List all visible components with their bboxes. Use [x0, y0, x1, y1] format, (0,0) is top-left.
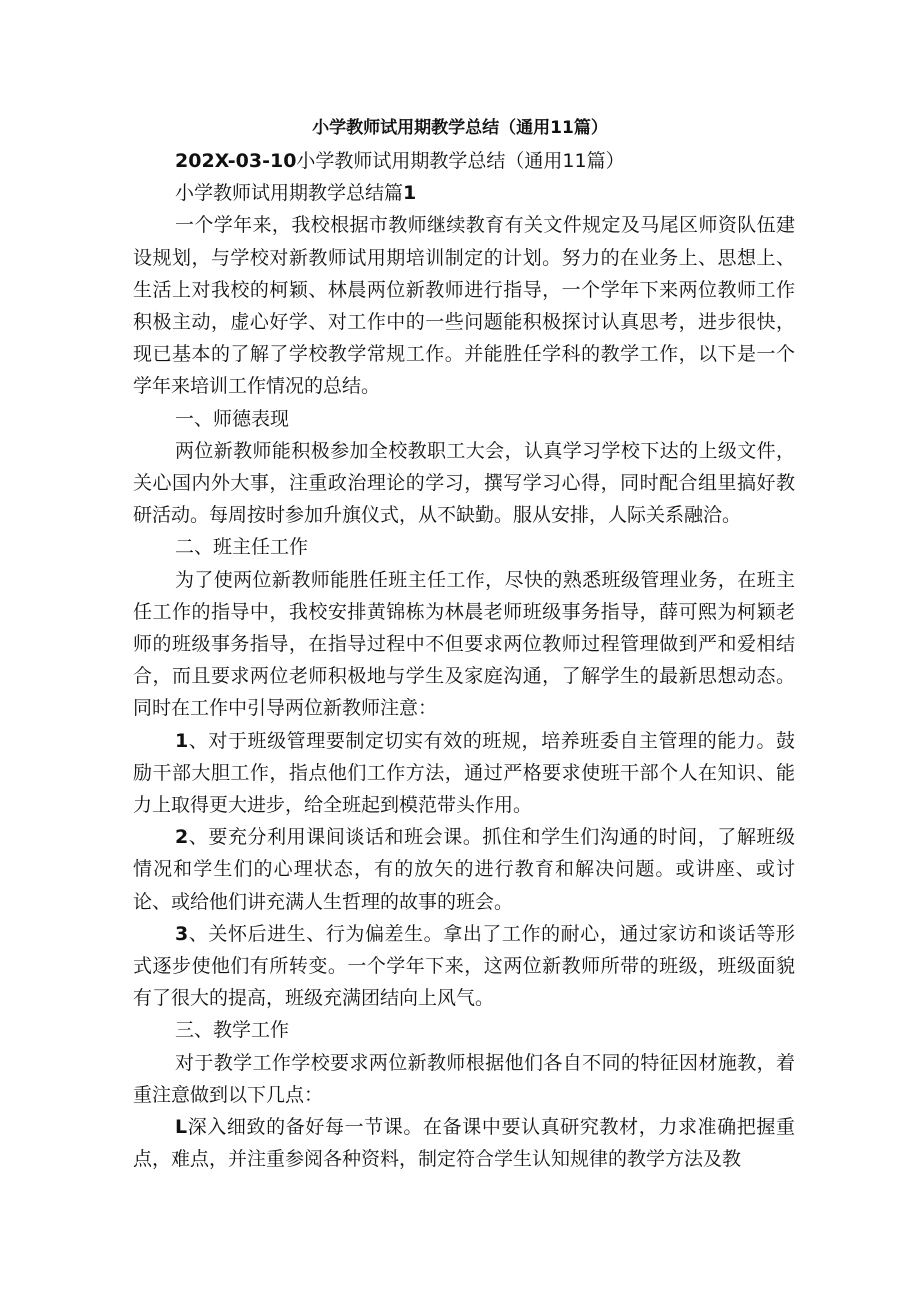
list-item-4-text: 深入细致的备好每一节课。在备课中要认真研究教材，力求准确把握重点，难点，并注重参阅各种资料，制定符合学生认知规律的教学方法及教	[133, 1116, 795, 1171]
subtitle-line	[133, 145, 795, 177]
list-item-3-text: 、关怀后进生、行为偏差生。拿出了工作的耐心，通过家访和谈话等形式逐步使他们有所转变。一个学年下来，这两位新教师所带的班级，班级面貌有了很大的提高，班级充满团结向上风气。	[133, 922, 795, 1010]
list-item-1-text: 、对于班级管理要制定切实有效的班规，培养班委自主管理的能力。鼓励干部大胆工作，指点他们工作方法，通过严格要求使班干部个人在知识、能力上取得更大进步，给全班起到模范带头作用。	[133, 729, 795, 817]
heading-teaching: 三、教学工作	[175, 1019, 290, 1042]
list-item-4	[133, 1111, 795, 1175]
document-title: 小学教师试用期教学总结（通用11篇）	[312, 118, 608, 138]
section-title-text: 小学教师试用期教学总结篇	[175, 182, 404, 205]
paragraph-class-teacher: 为了使两位新教师能胜任班主任工作，尽快的熟悉班级管理业务，在班主任工作的指导中，我校安排黄锦栋为林晨老师班级事务指导，薛可熙为柯颖老师的班级事务指导，在指导过程中不但要求两位教师过程管理做到严和爱相结合，而且要求两位老师积极地与学生及家庭沟通，了解学生的最新思想动态。同时在工作中引导两位新教师注意：	[133, 568, 795, 720]
list-item-1	[133, 725, 795, 822]
list-item-4-number: L	[175, 1116, 188, 1139]
list-item-1-number: 1	[175, 729, 189, 752]
subtitle-text: 小学教师试用期教学总结（通用11篇）	[296, 150, 625, 172]
paragraph-teaching: 对于教学工作学校要求两位新教师根据他们各自不同的特征因材施教，着重注意做到以下几点：	[133, 1051, 795, 1106]
section-title	[133, 177, 795, 209]
heading-ethics: 一、师德表现	[175, 407, 290, 430]
heading-class-teacher: 二、班主任工作	[175, 536, 309, 559]
list-item-3	[133, 918, 795, 1015]
paragraph-ethics: 两位新教师能积极参加全校教职工大会，认真学习学校下达的上级文件，关心国内外大事，注重政治理论的学习，撰写学习心得，同时配合组里搞好教研活动。每周按时参加升旗仪式，从不缺勤。服从安排，人际关系融洽。	[133, 439, 795, 527]
list-item-3-number: 3	[175, 922, 189, 945]
list-item-2-number: 2	[175, 826, 189, 849]
intro-paragraph: 一个学年来，我校根据市教师继续教育有关文件规定及马尾区师资队伍建设规划，与学校对新教师试用期培训制定的计划。努力的在业务上、思想上、生活上对我校的柯颖、林晨两位新教师进行指导，一个学年下来两位教师工作积极主动，虚心好学、对工作中的一些问题能积极探讨认真思考，进步很快，现已基本的了解了学校教学常规工作。并能胜任学科的教学工作，以下是一个学年来培训工作情况的总结。	[133, 214, 795, 398]
list-item-2-text: 、要充分利用课间谈话和班会课。抓住和学生们沟通的时间，了解班级情况和学生们的心理状态，有的放矢的进行教育和解决问题。或讲座、或讨论、或给他们讲充满人生哲理的故事的班会。	[133, 826, 795, 913]
document-body	[133, 145, 795, 1176]
section-title-number: 1	[403, 182, 417, 205]
document-date: 202X-03-10	[175, 150, 297, 172]
list-item-2	[133, 821, 795, 918]
